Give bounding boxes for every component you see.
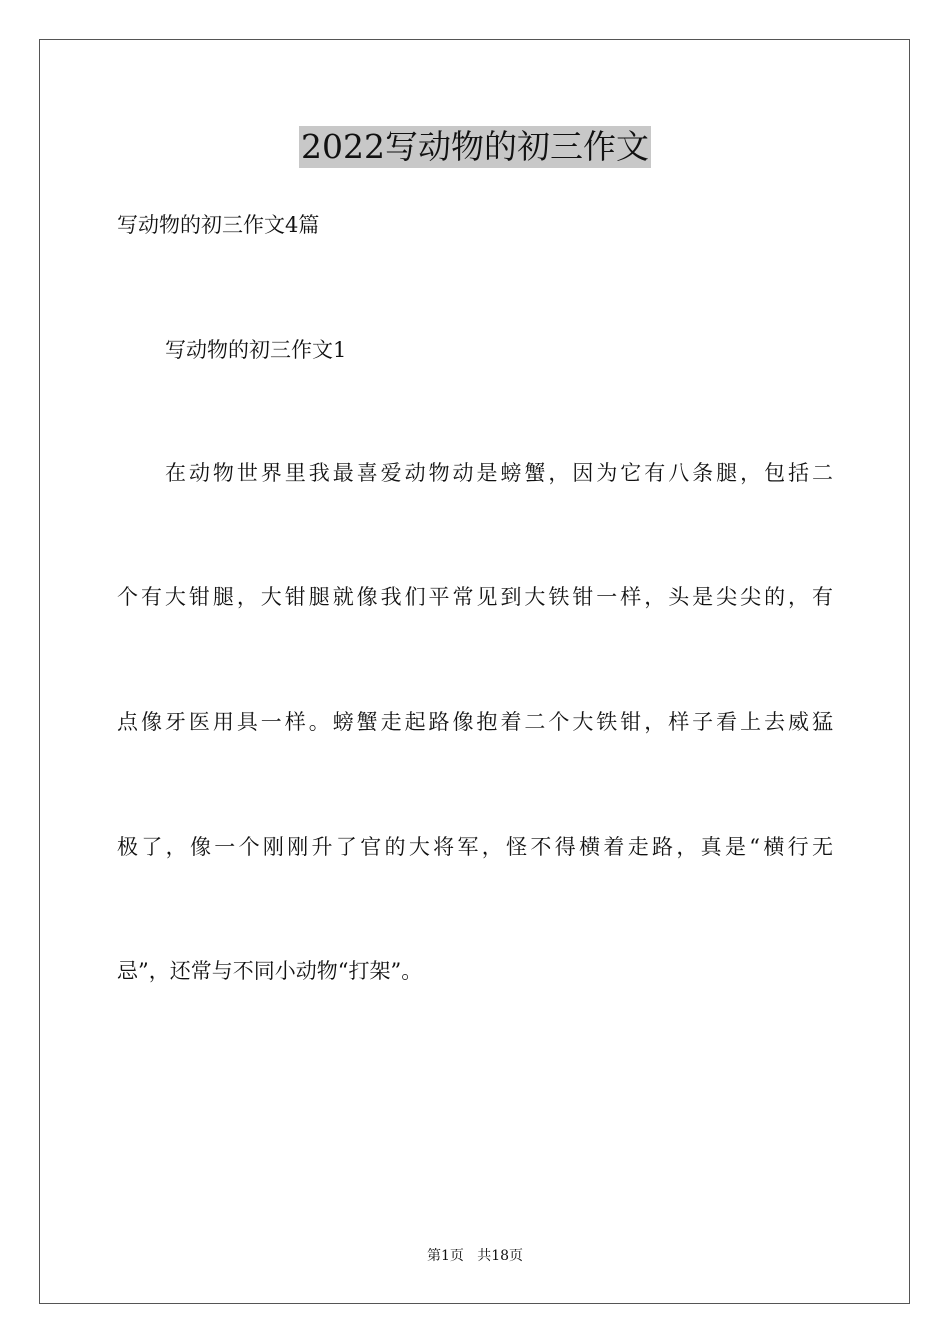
paragraph-line: 在动物世界里我最喜爱动物动是螃蟹，因为它有八条腿，包括二 [165, 461, 833, 485]
paragraph-line: 个有大钳腿，大钳腿就像我们平常见到大铁钳一样，头是尖尖的，有 [117, 585, 833, 609]
page-footer: 第1页 共18页 [426, 1248, 524, 1264]
section-heading: 写动物的初三作文1 [165, 338, 347, 362]
title-container [0, 126, 950, 168]
document-subtitle: 写动物的初三作文4篇 [117, 213, 320, 237]
paragraph-line: 忌”，还常与不同小动物“打架”。 [117, 959, 423, 983]
document-title: 2022写动物的初三作文 [301, 127, 649, 166]
paragraph-line: 点像牙医用具一样。螃蟹走起路像抱着二个大铁钳，样子看上去威猛 [117, 710, 833, 734]
paragraph-line: 极了，像一个刚刚升了官的大将军，怪不得横着走路，真是“横行无 [117, 835, 833, 859]
